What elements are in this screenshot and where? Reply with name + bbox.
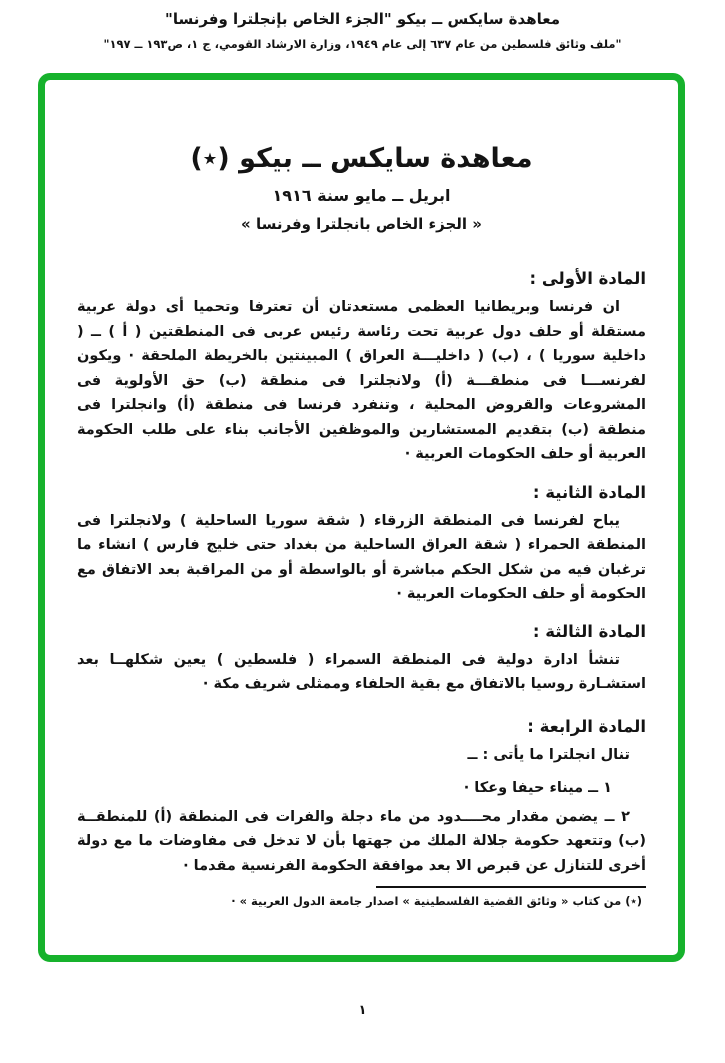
article-1-heading: المادة الأولى : [529,269,646,288]
header-title-line: معاهدة سايكس ــ بيكو "الجزء الخاص بإنجلترا وفرنسا" [165,10,560,28]
article-4-heading: المادة الرابعة : [527,716,646,736]
document-quote-line: « الجزء الخاص بانجلترا وفرنسا » [241,215,482,233]
title-block [77,144,646,233]
article-1 [77,269,646,467]
article-4-lead: تنال انجلترا ما يأتى : ــ [467,746,630,763]
article-3 [77,622,646,697]
header-source-line: "ملف وثائق فلسطين من عام ٦٣٧ إلى عام ١٩٤٩، وزارة الارشاد القومي، ج ١، ص١٩٣ ــ ١٩٧" [103,37,622,51]
document-date-subtitle: ابريل ــ مايو سنة ١٩١٦ [272,186,451,205]
article-1-body: ان فرنسا وبريطانيا العظمى مستعدتان أن تعترفا وتحميا أى دولة عربية مستقلة أو حلف دول عربية تحت رئاسة رئيس عربى فى المنطقتين ( أ ) ــ ( داخلية سوريا ) ، (ب) ( داخليـــة العراق ) المبينتين بالخريطة الملحقة · ويكون لفرنســـا فى منطقـــة (أ) ولانجلترا فى منطقة (ب) حق الأولوية فى المشروعات والقروض المحلية ، وتنفرد فرنسا فى منطقة (أ) وانجلترا فى منطقة (ب) بتقديم المستشارين والموظفين الأجانب بناء على طلب الحكومة العربية أو حلف الحكومات العربية · [77,299,646,462]
article-3-body: تنشأ ادارة دولية فى المنطقة السمراء ( فلسطين ) يعين شكلهــا بعد استشـارة روسيا بالاتفاق مع بقية الحلفاء وممثلى شريف مكة · [77,651,646,692]
article-2-body: يباح لفرنسا فى المنطقة الزرقاء ( شقة سوريا الساحلية ) ولانجلترا فى المنطقة الحمراء ( شقة العراق الساحلية من بغداد حتى خليج فارس ) انشاء ما ترغبان فيه من شكل الحكم مباشرة أو بالواسطة أو من المراقبة بعد الاتفاق مع الحكومة أو حلف الحكومات العربية · [77,512,646,602]
footnote: (٭) من كتاب « وثائق القضية الفلسطينية » اصدار جامعة الدول العربية » · [231,894,642,908]
green-border-frame [38,73,685,962]
document-title: معاهدة سايكس ــ بيكو (٭) [190,143,533,174]
article-4-item-2: ٢ ــ يضمن مقدار محــــدود من ماء دجلة والفرات فى المنطقة (أ) للمنطقــة (ب) وتتعهد حكومة جلالة الملك من جهتها بأن لا تدخل فى مفاوضات ما مع دولة أخرى للتنازل عن قبرص الا بعد موافقة الحكومة الفرنسية مقدما · [77,808,646,874]
article-4-item-1: ١ ــ ميناء حيفا وعكا · [463,780,612,796]
article-4 [77,717,646,879]
article-2 [77,483,646,607]
document-header [0,10,725,51]
article-3-heading: المادة الثالثة : [532,621,646,641]
footnote-divider [376,886,646,888]
page-number: ١ [358,1003,367,1018]
article-2-heading: المادة الثانية : [532,482,646,502]
document-content [45,80,678,908]
